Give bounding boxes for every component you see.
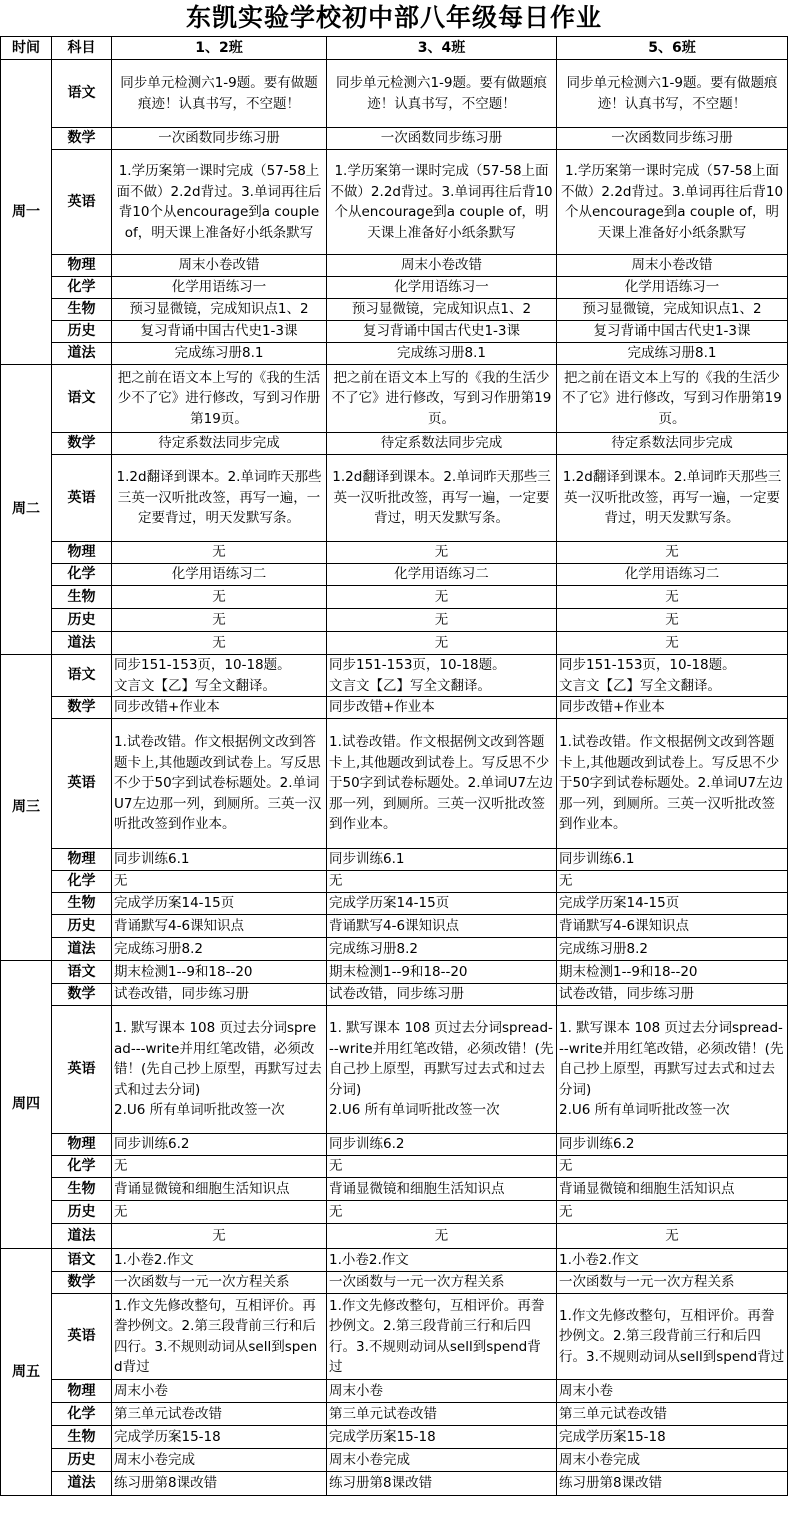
homework-cell: 完成练习册8.2 [557, 938, 788, 961]
table-row [1, 938, 788, 961]
homework-cell: 一次函数与一元一次方程关系 [327, 1272, 557, 1294]
homework-cell: 周末小卷 [327, 1380, 557, 1403]
table-row [1, 321, 788, 343]
subject-label: 化学 [52, 1156, 112, 1178]
homework-table [0, 36, 788, 1496]
table-row [1, 632, 788, 655]
subject-label: 数学 [52, 697, 112, 719]
table-row [1, 150, 788, 255]
homework-cell: 练习册第8课改错 [557, 1472, 788, 1496]
table-row [1, 586, 788, 609]
homework-cell: 完成练习册8.1 [327, 343, 557, 365]
subject-label: 历史 [52, 321, 112, 343]
homework-cell: 无 [112, 542, 327, 564]
table-row [1, 1156, 788, 1178]
table-row [1, 1272, 788, 1294]
homework-cell: 无 [327, 1224, 557, 1249]
homework-cell: 无 [327, 1201, 557, 1224]
homework-cell: 1.小卷2.作文 [327, 1249, 557, 1272]
table-row [1, 277, 788, 299]
homework-cell: 无 [112, 609, 327, 632]
table-row [1, 1201, 788, 1224]
homework-cell: 1.小卷2.作文 [557, 1249, 788, 1272]
homework-cell: 背诵默写4-6课知识点 [112, 915, 327, 938]
homework-cell: 完成学历案15-18 [557, 1426, 788, 1449]
homework-cell: 完成练习册8.2 [327, 938, 557, 961]
homework-cell: 无 [327, 871, 557, 893]
homework-cell: 练习册第8课改错 [112, 1472, 327, 1496]
homework-cell: 试卷改错，同步练习册 [557, 984, 788, 1006]
homework-cell: 化学用语练习一 [112, 277, 327, 299]
table-row [1, 961, 788, 984]
table-row [1, 128, 788, 150]
table-row [1, 1224, 788, 1249]
subject-label: 英语 [52, 1006, 112, 1134]
homework-cell: 复习背诵中国古代史1-3课 [327, 321, 557, 343]
table-row [1, 1426, 788, 1449]
homework-cell: 背诵显微镜和细胞生活知识点 [557, 1178, 788, 1201]
subject-label: 语文 [52, 1249, 112, 1272]
homework-cell: 化学用语练习一 [557, 277, 788, 299]
homework-cell: 无 [557, 871, 788, 893]
table-row [1, 1006, 788, 1134]
subject-label: 物理 [52, 1134, 112, 1156]
subject-label: 物理 [52, 255, 112, 277]
homework-cell: 周末小卷完成 [112, 1449, 327, 1472]
subject-label: 物理 [52, 1380, 112, 1403]
subject-label: 道法 [52, 938, 112, 961]
homework-cell: 一次函数与一元一次方程关系 [557, 1272, 788, 1294]
table-row [1, 1449, 788, 1472]
homework-cell: 同步改错+作业本 [557, 697, 788, 719]
homework-cell: 无 [327, 632, 557, 655]
homework-cell: 无 [112, 586, 327, 609]
homework-cell: 同步训练6.2 [112, 1134, 327, 1156]
homework-cell: 一次函数同步练习册 [327, 128, 557, 150]
homework-cell: 完成练习册8.1 [112, 343, 327, 365]
table-row [1, 1134, 788, 1156]
homework-cell: 无 [557, 586, 788, 609]
homework-cell: 把之前在语文本上写的《我的生活少不了它》进行修改，写到习作册第19页。 [327, 365, 557, 433]
homework-cell: 1.作文先修改整句，互相评价。再誊抄例文。2.第三段背前三行和后四行。3.不规则动词从sell到spend背过 [112, 1294, 327, 1380]
table-row [1, 893, 788, 915]
subject-label: 生物 [52, 1426, 112, 1449]
homework-cell: 同步151-153页，10-18题。 文言文【乙】写全文翻译。 [327, 655, 557, 697]
table-row [1, 255, 788, 277]
subject-label: 历史 [52, 1201, 112, 1224]
homework-cell: 一次函数与一元一次方程关系 [112, 1272, 327, 1294]
subject-label: 物理 [52, 849, 112, 871]
subject-label: 英语 [52, 455, 112, 542]
homework-cell: 化学用语练习二 [557, 564, 788, 586]
subject-label: 生物 [52, 586, 112, 609]
subject-label: 化学 [52, 564, 112, 586]
header-class-1-2: 1、2班 [112, 37, 327, 60]
homework-cell: 1.试卷改错。作文根据例文改到答题卡上,其他题改到试卷上。写反思不少于50字到试卷标题处。2.单词U7左边那一列，到厕所。三英一汉听批改签到作业本。 [557, 719, 788, 849]
subject-label: 历史 [52, 915, 112, 938]
day-label: 周一 [1, 60, 52, 365]
subject-label: 道法 [52, 1224, 112, 1249]
homework-cell: 待定系数法同步完成 [557, 433, 788, 455]
homework-cell: 1.作文先修改整句，互相评价。再誊抄例文。2.第三段背前三行和后四行。3.不规则动词从sell到spend背过 [327, 1294, 557, 1380]
homework-cell: 1. 默写课本 108 页过去分词spread---write并用红笔改错，必须改错！(先自己抄上原型，再默写过去式和过去分词) 2.U6 所有单词听批改签一次 [327, 1006, 557, 1134]
homework-cell: 周末小卷 [557, 1380, 788, 1403]
homework-cell: 试卷改错，同步练习册 [112, 984, 327, 1006]
table-row [1, 365, 788, 433]
homework-cell: 把之前在语文本上写的《我的生活少不了它》进行修改，写到习作册第19页。 [557, 365, 788, 433]
homework-cell: 复习背诵中国古代史1-3课 [112, 321, 327, 343]
homework-cell: 背诵显微镜和细胞生活知识点 [112, 1178, 327, 1201]
homework-cell: 期末检测1--9和18--20 [327, 961, 557, 984]
homework-cell: 待定系数法同步完成 [112, 433, 327, 455]
table-row [1, 849, 788, 871]
subject-label: 语文 [52, 655, 112, 697]
homework-cell: 待定系数法同步完成 [327, 433, 557, 455]
header-row [1, 37, 788, 60]
subject-label: 道法 [52, 1472, 112, 1496]
homework-cell: 无 [112, 1156, 327, 1178]
table-row [1, 719, 788, 849]
homework-cell: 预习显微镜，完成知识点1、2 [327, 299, 557, 321]
table-row [1, 915, 788, 938]
header-class-3-4: 3、4班 [327, 37, 557, 60]
homework-cell: 一次函数同步练习册 [557, 128, 788, 150]
homework-cell: 同步单元检测六1-9题。要有做题痕迹！认真书写，不空题！ [557, 60, 788, 128]
homework-cell: 背诵默写4-6课知识点 [557, 915, 788, 938]
table-row [1, 1178, 788, 1201]
subject-label: 道法 [52, 343, 112, 365]
homework-cell: 1.学历案第一课时完成（57-58上面不做）2.2d背过。3.单词再往后背10个从encourage到a couple of，明天课上准备好小纸条默写 [112, 150, 327, 255]
homework-cell: 同步151-153页，10-18题。 文言文【乙】写全文翻译。 [557, 655, 788, 697]
subject-label: 数学 [52, 433, 112, 455]
subject-label: 语文 [52, 365, 112, 433]
homework-cell: 无 [327, 1156, 557, 1178]
homework-cell: 完成学历案14-15页 [112, 893, 327, 915]
homework-cell: 无 [112, 871, 327, 893]
homework-cell: 1.小卷2.作文 [112, 1249, 327, 1272]
homework-cell: 无 [112, 1201, 327, 1224]
homework-cell: 无 [557, 1224, 788, 1249]
homework-cell: 1. 默写课本 108 页过去分词spread---write并用红笔改错，必须改错！(先自己抄上原型，再默写过去式和过去分词) 2.U6 所有单词听批改签一次 [112, 1006, 327, 1134]
table-row [1, 1403, 788, 1426]
homework-cell: 化学用语练习二 [327, 564, 557, 586]
table-row [1, 1249, 788, 1272]
homework-cell: 期末检测1--9和18--20 [112, 961, 327, 984]
homework-cell: 周末小卷完成 [327, 1449, 557, 1472]
day-label: 周三 [1, 655, 52, 961]
homework-cell: 周末小卷改错 [327, 255, 557, 277]
homework-cell: 完成学历案14-15页 [557, 893, 788, 915]
homework-cell: 完成练习册8.2 [112, 938, 327, 961]
table-row [1, 455, 788, 542]
homework-cell: 同步训练6.1 [327, 849, 557, 871]
homework-cell: 周末小卷完成 [557, 1449, 788, 1472]
subject-label: 道法 [52, 632, 112, 655]
homework-cell: 1. 默写课本 108 页过去分词spread---write并用红笔改错，必须改错！(先自己抄上原型，再默写过去式和过去分词) 2.U6 所有单词听批改签一次 [557, 1006, 788, 1134]
homework-cell: 背诵默写4-6课知识点 [327, 915, 557, 938]
homework-cell: 同步单元检测六1-9题。要有做题痕迹！认真书写，不空题！ [327, 60, 557, 128]
homework-cell: 无 [327, 609, 557, 632]
table-row [1, 60, 788, 128]
homework-cell: 1.作文先修改整句，互相评价。再誊抄例文。2.第三段背前三行和后四行。3.不规则动词从sell到spend背过 [557, 1294, 788, 1380]
homework-cell: 周末小卷改错 [112, 255, 327, 277]
header-subject: 科目 [52, 37, 112, 60]
table-row [1, 609, 788, 632]
homework-cell: 无 [327, 542, 557, 564]
subject-label: 语文 [52, 961, 112, 984]
homework-cell: 同步151-153页，10-18题。 文言文【乙】写全文翻译。 [112, 655, 327, 697]
table-row [1, 433, 788, 455]
homework-cell: 第三单元试卷改错 [327, 1403, 557, 1426]
homework-cell: 1.试卷改错。作文根据例文改到答题卡上,其他题改到试卷上。写反思不少于50字到试卷标题处。2.单词U7左边那一列，到厕所。三英一汉听批改签到作业本。 [327, 719, 557, 849]
table-row [1, 1380, 788, 1403]
subject-label: 化学 [52, 1403, 112, 1426]
homework-cell: 周末小卷改错 [557, 255, 788, 277]
homework-cell: 完成练习册8.1 [557, 343, 788, 365]
page-title: 东凯实验学校初中部八年级每日作业 [185, 3, 602, 32]
homework-cell: 同步训练6.2 [557, 1134, 788, 1156]
homework-cell: 同步改错+作业本 [327, 697, 557, 719]
table-row [1, 299, 788, 321]
table-row [1, 564, 788, 586]
subject-label: 化学 [52, 871, 112, 893]
subject-label: 化学 [52, 277, 112, 299]
header-class-5-6: 5、6班 [557, 37, 788, 60]
homework-cell: 完成学历案15-18 [112, 1426, 327, 1449]
homework-cell: 同步单元检测六1-9题。要有做题痕迹！认真书写，不空题！ [112, 60, 327, 128]
homework-cell: 预习显微镜，完成知识点1、2 [557, 299, 788, 321]
subject-label: 生物 [52, 893, 112, 915]
homework-cell: 无 [557, 542, 788, 564]
homework-cell: 把之前在语文本上写的《我的生活少不了它》进行修改，写到习作册第19页。 [112, 365, 327, 433]
subject-label: 历史 [52, 609, 112, 632]
homework-cell: 1.学历案第一课时完成（57-58上面不做）2.2d背过。3.单词再往后背10个从encourage到a couple of，明天课上准备好小纸条默写 [557, 150, 788, 255]
homework-cell: 同步训练6.1 [557, 849, 788, 871]
homework-cell: 第三单元试卷改错 [557, 1403, 788, 1426]
homework-cell: 试卷改错，同步练习册 [327, 984, 557, 1006]
day-label: 周五 [1, 1249, 52, 1496]
homework-cell: 化学用语练习二 [112, 564, 327, 586]
homework-cell: 一次函数同步练习册 [112, 128, 327, 150]
table-row [1, 655, 788, 697]
homework-cell: 无 [112, 1224, 327, 1249]
subject-label: 语文 [52, 60, 112, 128]
homework-cell: 1.2d翻译到课本。2.单词昨天那些三英一汉听批改签，再写一遍，一定要背过，明天发默写条。 [327, 455, 557, 542]
subject-label: 数学 [52, 128, 112, 150]
table-row [1, 343, 788, 365]
homework-cell: 完成学历案14-15页 [327, 893, 557, 915]
subject-label: 数学 [52, 984, 112, 1006]
homework-cell: 预习显微镜，完成知识点1、2 [112, 299, 327, 321]
table-row [1, 542, 788, 564]
subject-label: 物理 [52, 542, 112, 564]
subject-label: 数学 [52, 1272, 112, 1294]
table-row [1, 1472, 788, 1496]
homework-cell: 化学用语练习一 [327, 277, 557, 299]
homework-cell: 完成学历案15-18 [327, 1426, 557, 1449]
homework-cell: 无 [557, 1201, 788, 1224]
homework-cell: 无 [112, 632, 327, 655]
table-row [1, 871, 788, 893]
day-label: 周二 [1, 365, 52, 655]
subject-label: 生物 [52, 299, 112, 321]
homework-cell: 第三单元试卷改错 [112, 1403, 327, 1426]
homework-cell: 1.试卷改错。作文根据例文改到答题卡上,其他题改到试卷上。写反思不少于50字到试卷标题处。2.单词U7左边那一列，到厕所。三英一汉听批改签到作业本。 [112, 719, 327, 849]
subject-label: 英语 [52, 1294, 112, 1380]
subject-label: 历史 [52, 1449, 112, 1472]
day-label: 周四 [1, 961, 52, 1249]
table-row [1, 984, 788, 1006]
table-row [1, 1294, 788, 1380]
homework-cell: 周末小卷 [112, 1380, 327, 1403]
homework-cell: 无 [557, 609, 788, 632]
homework-cell: 练习册第8课改错 [327, 1472, 557, 1496]
homework-cell: 1.学历案第一课时完成（57-58上面不做）2.2d背过。3.单词再往后背10个从encourage到a couple of，明天课上准备好小纸条默写 [327, 150, 557, 255]
homework-cell: 背诵显微镜和细胞生活知识点 [327, 1178, 557, 1201]
homework-cell: 1.2d翻译到课本。2.单词昨天那些三英一汉听批改签，再写一遍，一定要背过，明天发默写条。 [112, 455, 327, 542]
homework-cell: 无 [557, 1156, 788, 1178]
homework-cell: 1.2d翻译到课本。2.单词昨天那些三英一汉听批改签，再写一遍，一定要背过，明天发默写条。 [557, 455, 788, 542]
subject-label: 英语 [52, 150, 112, 255]
table-row [1, 697, 788, 719]
subject-label: 英语 [52, 719, 112, 849]
homework-cell: 期末检测1--9和18--20 [557, 961, 788, 984]
homework-cell: 同步训练6.2 [327, 1134, 557, 1156]
header-time: 时间 [1, 37, 52, 60]
homework-cell: 复习背诵中国古代史1-3课 [557, 321, 788, 343]
homework-cell: 无 [327, 586, 557, 609]
homework-cell: 同步改错+作业本 [112, 697, 327, 719]
subject-label: 生物 [52, 1178, 112, 1201]
homework-cell: 同步训练6.1 [112, 849, 327, 871]
homework-cell: 无 [557, 632, 788, 655]
